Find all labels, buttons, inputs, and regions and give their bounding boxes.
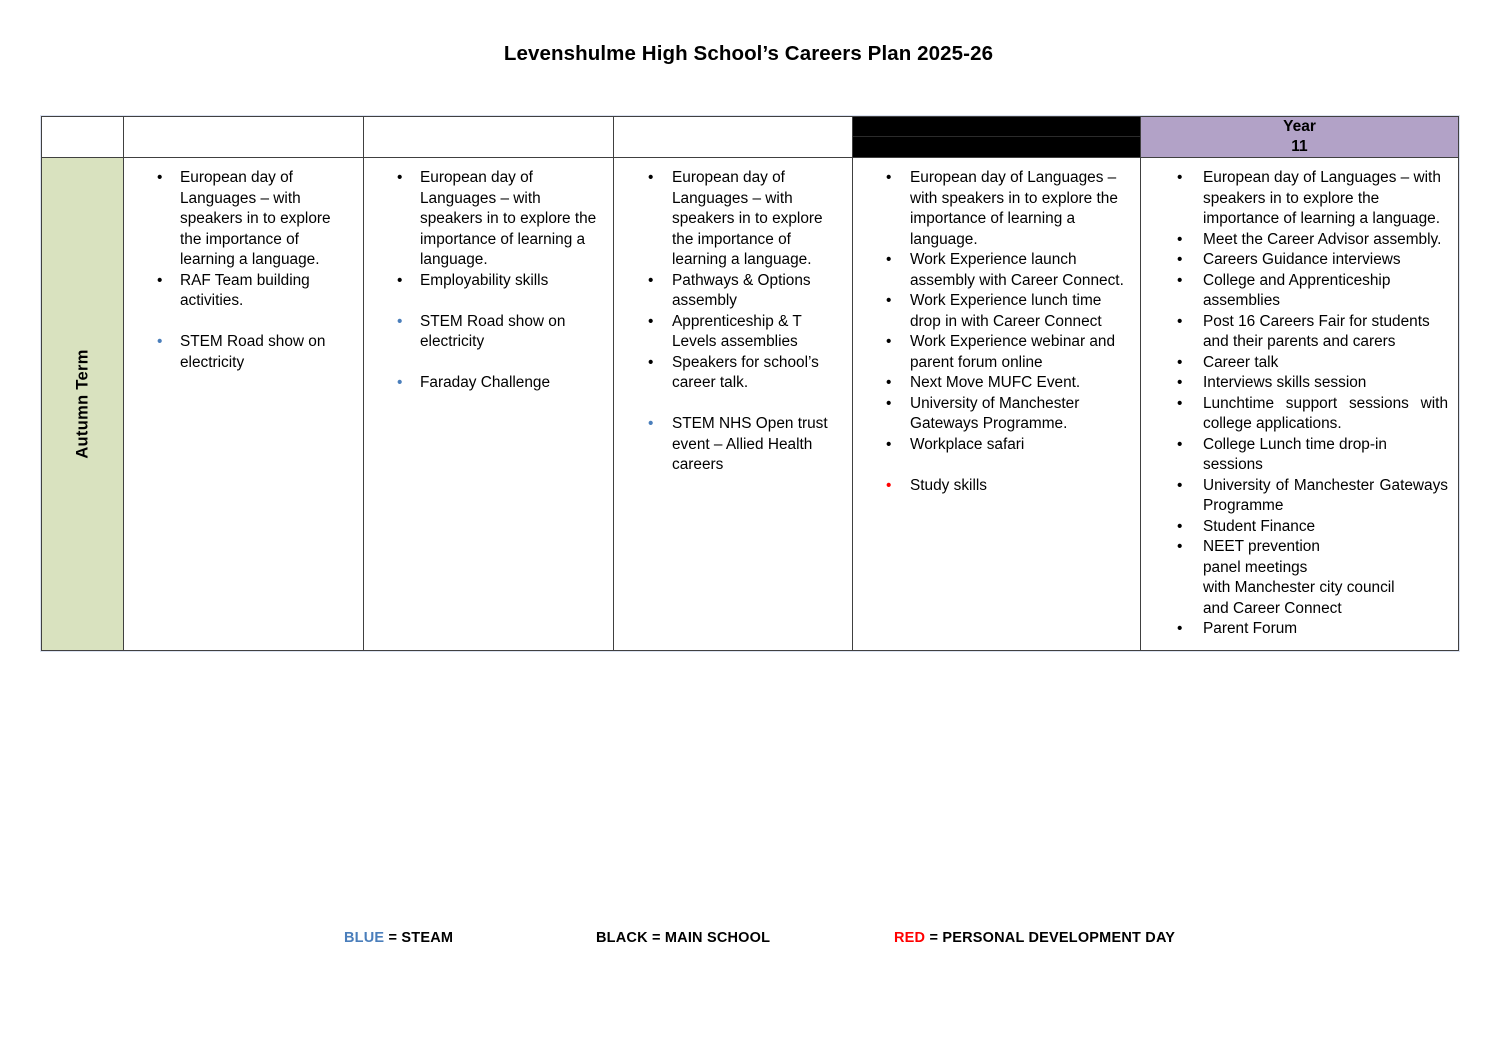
list-item — [853, 394, 1134, 435]
bullet-icon: • — [1177, 435, 1183, 453]
list-item — [1141, 619, 1452, 640]
list-item — [853, 168, 1134, 250]
list-item-label: Post 16 Careers Fair for students and their parents and carers — [1203, 312, 1430, 350]
list-item — [1141, 230, 1452, 251]
bullet-icon: • — [648, 415, 654, 432]
bullet-icon: • — [886, 169, 892, 186]
list-item-label: European day of Languages – with speakers in to explore the importance of learning a language. — [420, 169, 597, 268]
list-item-label: European day of Languages – with speakers in to explore the importance of learning a language. — [672, 169, 823, 268]
list-item — [1141, 537, 1452, 619]
bullet-icon: • — [1177, 312, 1183, 330]
list-item-label: University of Manchester Gateways Programme. — [910, 394, 1080, 432]
bullet-icon: • — [1177, 394, 1183, 412]
bullet-list — [614, 168, 846, 476]
list-item-label: University of Manchester Gateways Programme — [1203, 476, 1448, 514]
list-item-label: Study skills — [910, 476, 987, 494]
list-item-label: STEM Road show on electricity — [180, 333, 326, 371]
bullet-icon: • — [1177, 538, 1183, 555]
header-black-divider — [853, 136, 1140, 137]
bullet-list — [1141, 168, 1452, 640]
legend — [41, 930, 1458, 954]
list-item-label: Career talk — [1203, 353, 1279, 371]
bullet-icon: • — [1177, 271, 1183, 289]
list-item — [853, 373, 1134, 394]
cell-year-7-autumn — [124, 158, 364, 651]
list-item — [614, 414, 846, 476]
bullet-icon: • — [397, 271, 403, 289]
term-label-cell — [42, 158, 124, 651]
list-item — [364, 312, 607, 353]
header-cell-year-9 — [614, 117, 853, 158]
list-item-label: Workplace safari — [910, 435, 1025, 453]
list-item — [364, 373, 607, 394]
list-item-label: Meet the Career Advisor assembly. — [1203, 230, 1442, 248]
list-item-label: College Lunch time drop-in sessions — [1203, 435, 1387, 473]
bullet-icon: • — [157, 169, 163, 186]
list-item — [124, 168, 357, 271]
list-item-label: Student Finance — [1203, 517, 1316, 535]
bullet-icon: • — [397, 374, 403, 391]
header-cell-year-8 — [364, 117, 614, 158]
bullet-icon: • — [1177, 353, 1183, 371]
bullet-icon: • — [886, 394, 892, 412]
header-cell-year-10-blacked-out — [853, 117, 1141, 158]
legend-keyword-red: RED — [894, 930, 926, 946]
list-item — [1141, 373, 1452, 394]
bullet-icon: • — [1177, 517, 1183, 535]
list-item — [1141, 312, 1452, 353]
list-item-label: European day of Languages – with speakers in to explore the importance of learning a language. — [910, 169, 1118, 248]
list-item-label: Pathways & Options assembly — [672, 271, 811, 309]
cell-year-9-autumn — [614, 158, 853, 651]
bullet-icon: • — [886, 333, 892, 350]
list-item — [1141, 353, 1452, 374]
list-item — [1141, 517, 1452, 538]
header-cell-year-11 — [1141, 117, 1459, 158]
list-item-label: European day of Languages – with speakers in to explore the importance of learning a language. — [1203, 169, 1441, 227]
header-cell-year-7 — [124, 117, 364, 158]
header-year-11-line-1: Year — [1283, 118, 1316, 135]
legend-text-red: = PERSONAL DEVELOPMENT DAY — [925, 930, 1176, 946]
bullet-icon: • — [397, 312, 403, 330]
bullet-list — [124, 168, 357, 373]
bullet-icon: • — [397, 169, 403, 186]
header-cell-term — [42, 117, 124, 158]
header-year-11-line-2: 11 — [1291, 137, 1308, 155]
list-item-label: College and Apprenticeship assemblies — [1203, 271, 1391, 309]
bullet-icon: • — [886, 435, 892, 453]
legend-keyword-blue: BLUE — [344, 930, 385, 946]
list-item — [1141, 394, 1452, 435]
list-item — [614, 271, 846, 312]
list-item-label: Work Experience launch assembly with Career Connect. — [910, 251, 1124, 289]
list-item-label: STEM Road show on electricity — [420, 312, 566, 350]
list-item-label: Work Experience webinar and parent forum online — [910, 333, 1116, 371]
list-item-label: NEET prevention panel meetings with Manchester city council and Career Connect — [1203, 538, 1395, 617]
cell-year-10-autumn — [853, 158, 1141, 651]
list-item-label: Apprenticeship & T Levels assemblies — [672, 312, 802, 350]
list-item-label: Parent Forum — [1203, 620, 1298, 637]
table-header-row — [42, 117, 1459, 158]
bullet-icon: • — [1177, 169, 1183, 186]
bullet-icon: • — [1177, 251, 1183, 268]
legend-text-black: = MAIN SCHOOL — [647, 930, 771, 946]
page-title: Levenshulme High School’s Careers Plan 2025-26 — [503, 42, 994, 65]
list-item — [853, 332, 1134, 373]
list-item — [614, 168, 846, 271]
bullet-list — [364, 168, 607, 394]
list-item — [614, 312, 846, 353]
list-item-label: Careers Guidance interviews — [1203, 251, 1401, 268]
list-item-label: Faraday Challenge — [420, 374, 551, 391]
list-item — [853, 291, 1134, 332]
bullet-icon: • — [886, 251, 892, 268]
list-item-label: Lunchtime support sessions with college applications. — [1203, 394, 1448, 432]
legend-item-red — [894, 930, 1175, 946]
list-item-label: Interviews skills session — [1203, 374, 1367, 391]
list-item — [124, 332, 357, 373]
list-item — [853, 476, 1134, 497]
bullet-icon: • — [1177, 374, 1183, 391]
bullet-icon: • — [648, 271, 654, 289]
bullet-icon: • — [886, 476, 892, 494]
bullet-list — [853, 168, 1134, 496]
bullet-icon: • — [886, 374, 892, 391]
bullet-icon: • — [886, 292, 892, 309]
bullet-icon: • — [648, 169, 654, 186]
list-item-label: Employability skills — [420, 271, 549, 289]
bullet-icon: • — [1177, 620, 1183, 637]
term-label: Autumn Term — [73, 349, 91, 459]
list-item-label: STEM NHS Open trust event – Allied Health careers — [672, 415, 828, 473]
list-item — [364, 168, 607, 271]
careers-plan-table — [41, 116, 1459, 651]
list-item — [1141, 168, 1452, 230]
cell-year-8-autumn — [364, 158, 614, 651]
list-item-label: RAF Team building activities. — [180, 271, 310, 309]
list-item — [853, 250, 1134, 291]
list-item — [124, 271, 357, 312]
cell-year-11-autumn — [1141, 158, 1459, 651]
list-item — [1141, 435, 1452, 476]
bullet-icon: • — [1177, 230, 1183, 248]
bullet-icon: • — [648, 353, 654, 371]
list-item — [1141, 476, 1452, 517]
bullet-icon: • — [157, 333, 163, 350]
legend-keyword-black: BLACK — [596, 930, 648, 946]
bullet-icon: • — [157, 271, 163, 289]
legend-item-black — [596, 930, 770, 946]
table-row-autumn-term — [42, 158, 1459, 651]
bullet-icon: • — [648, 312, 654, 330]
list-item — [1141, 271, 1452, 312]
list-item — [364, 271, 607, 292]
list-item — [614, 353, 846, 394]
bullet-icon: • — [1177, 476, 1183, 494]
list-item-label: Next Move MUFC Event. — [910, 374, 1081, 391]
legend-item-blue — [344, 930, 453, 946]
list-item-label: Work Experience lunch time drop in with Career Connect — [910, 292, 1102, 330]
legend-text-blue: = STEAM — [384, 930, 454, 946]
list-item — [1141, 250, 1452, 271]
list-item-label: European day of Languages – with speakers in to explore the importance of learning a language. — [180, 169, 331, 268]
list-item-label: Speakers for school’s career talk. — [672, 353, 819, 391]
list-item — [853, 435, 1134, 456]
